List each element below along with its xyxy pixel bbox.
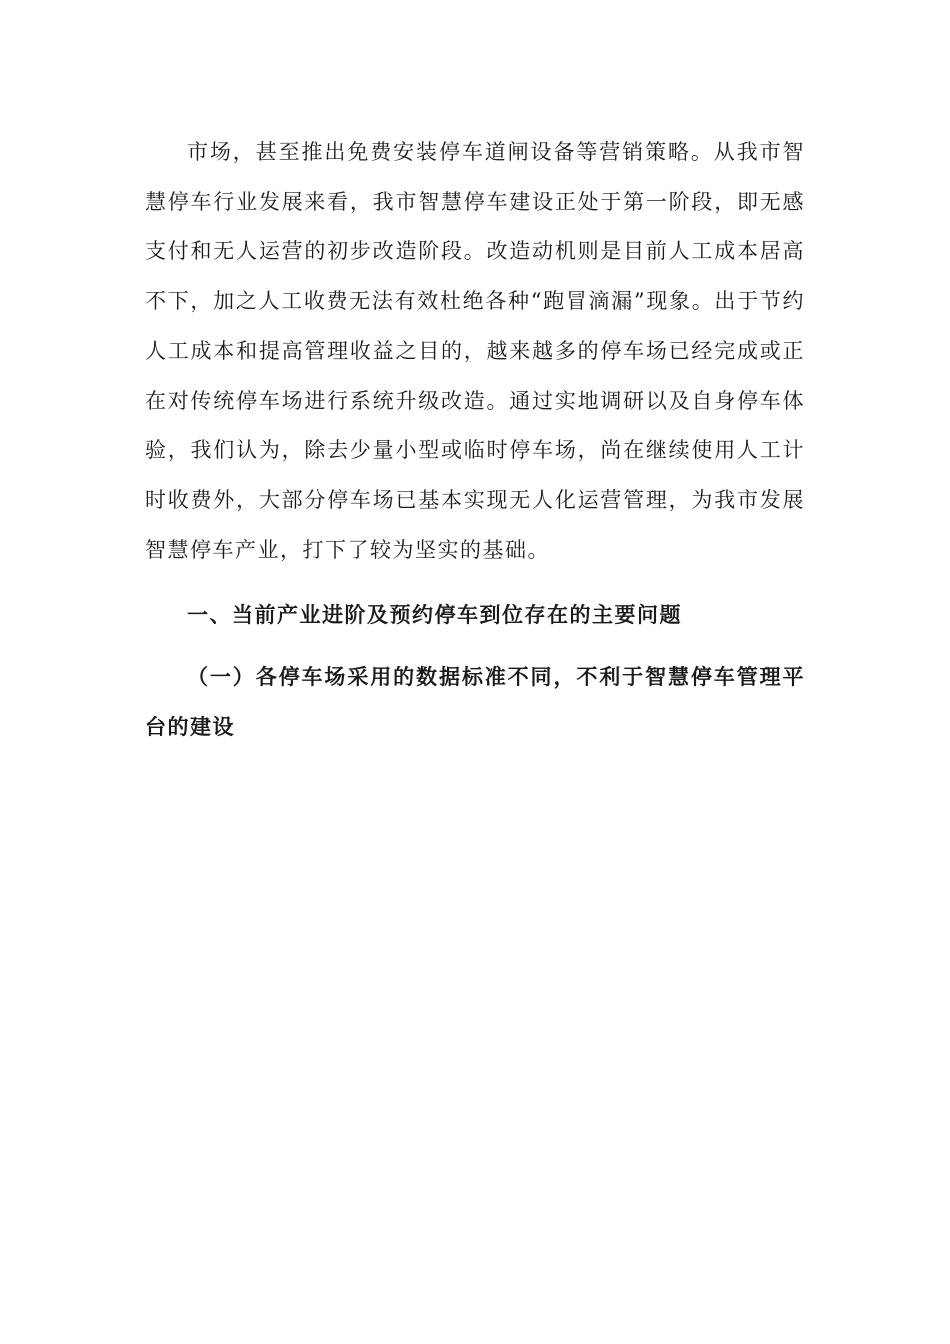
section-heading: 一、当前产业进阶及预约停车到位存在的主要问题: [187, 602, 682, 627]
subsection-heading: （一）各停车场采用的数据标准不同，不利于智慧停车管理平台的建设: [145, 664, 805, 739]
body-paragraph: 市场，甚至推出免费安装停车道闸设备等营销策略。从我市智慧停车行业发展来看，我市智慧停车建设正处于第一阶段，即无感支付和无人运营的初步改造阶段。改造动机则是目前人工成本居高不下，加之人工收费无法有效杜绝各种“跑冒滴漏”现象。出于节约人工成本和提高管理收益之目的，越来越多的停车场已经完成或正在对传统停车场进行系统升级改造。通过实地调研以及自身停车体验，我们认为，除去少量小型或临时停车场，尚在继续使用人工计时收费外，大部分停车场已基本实现无人化运营管理，为我市发展智慧停车产业，打下了较为坚实的基础。: [145, 140, 805, 562]
